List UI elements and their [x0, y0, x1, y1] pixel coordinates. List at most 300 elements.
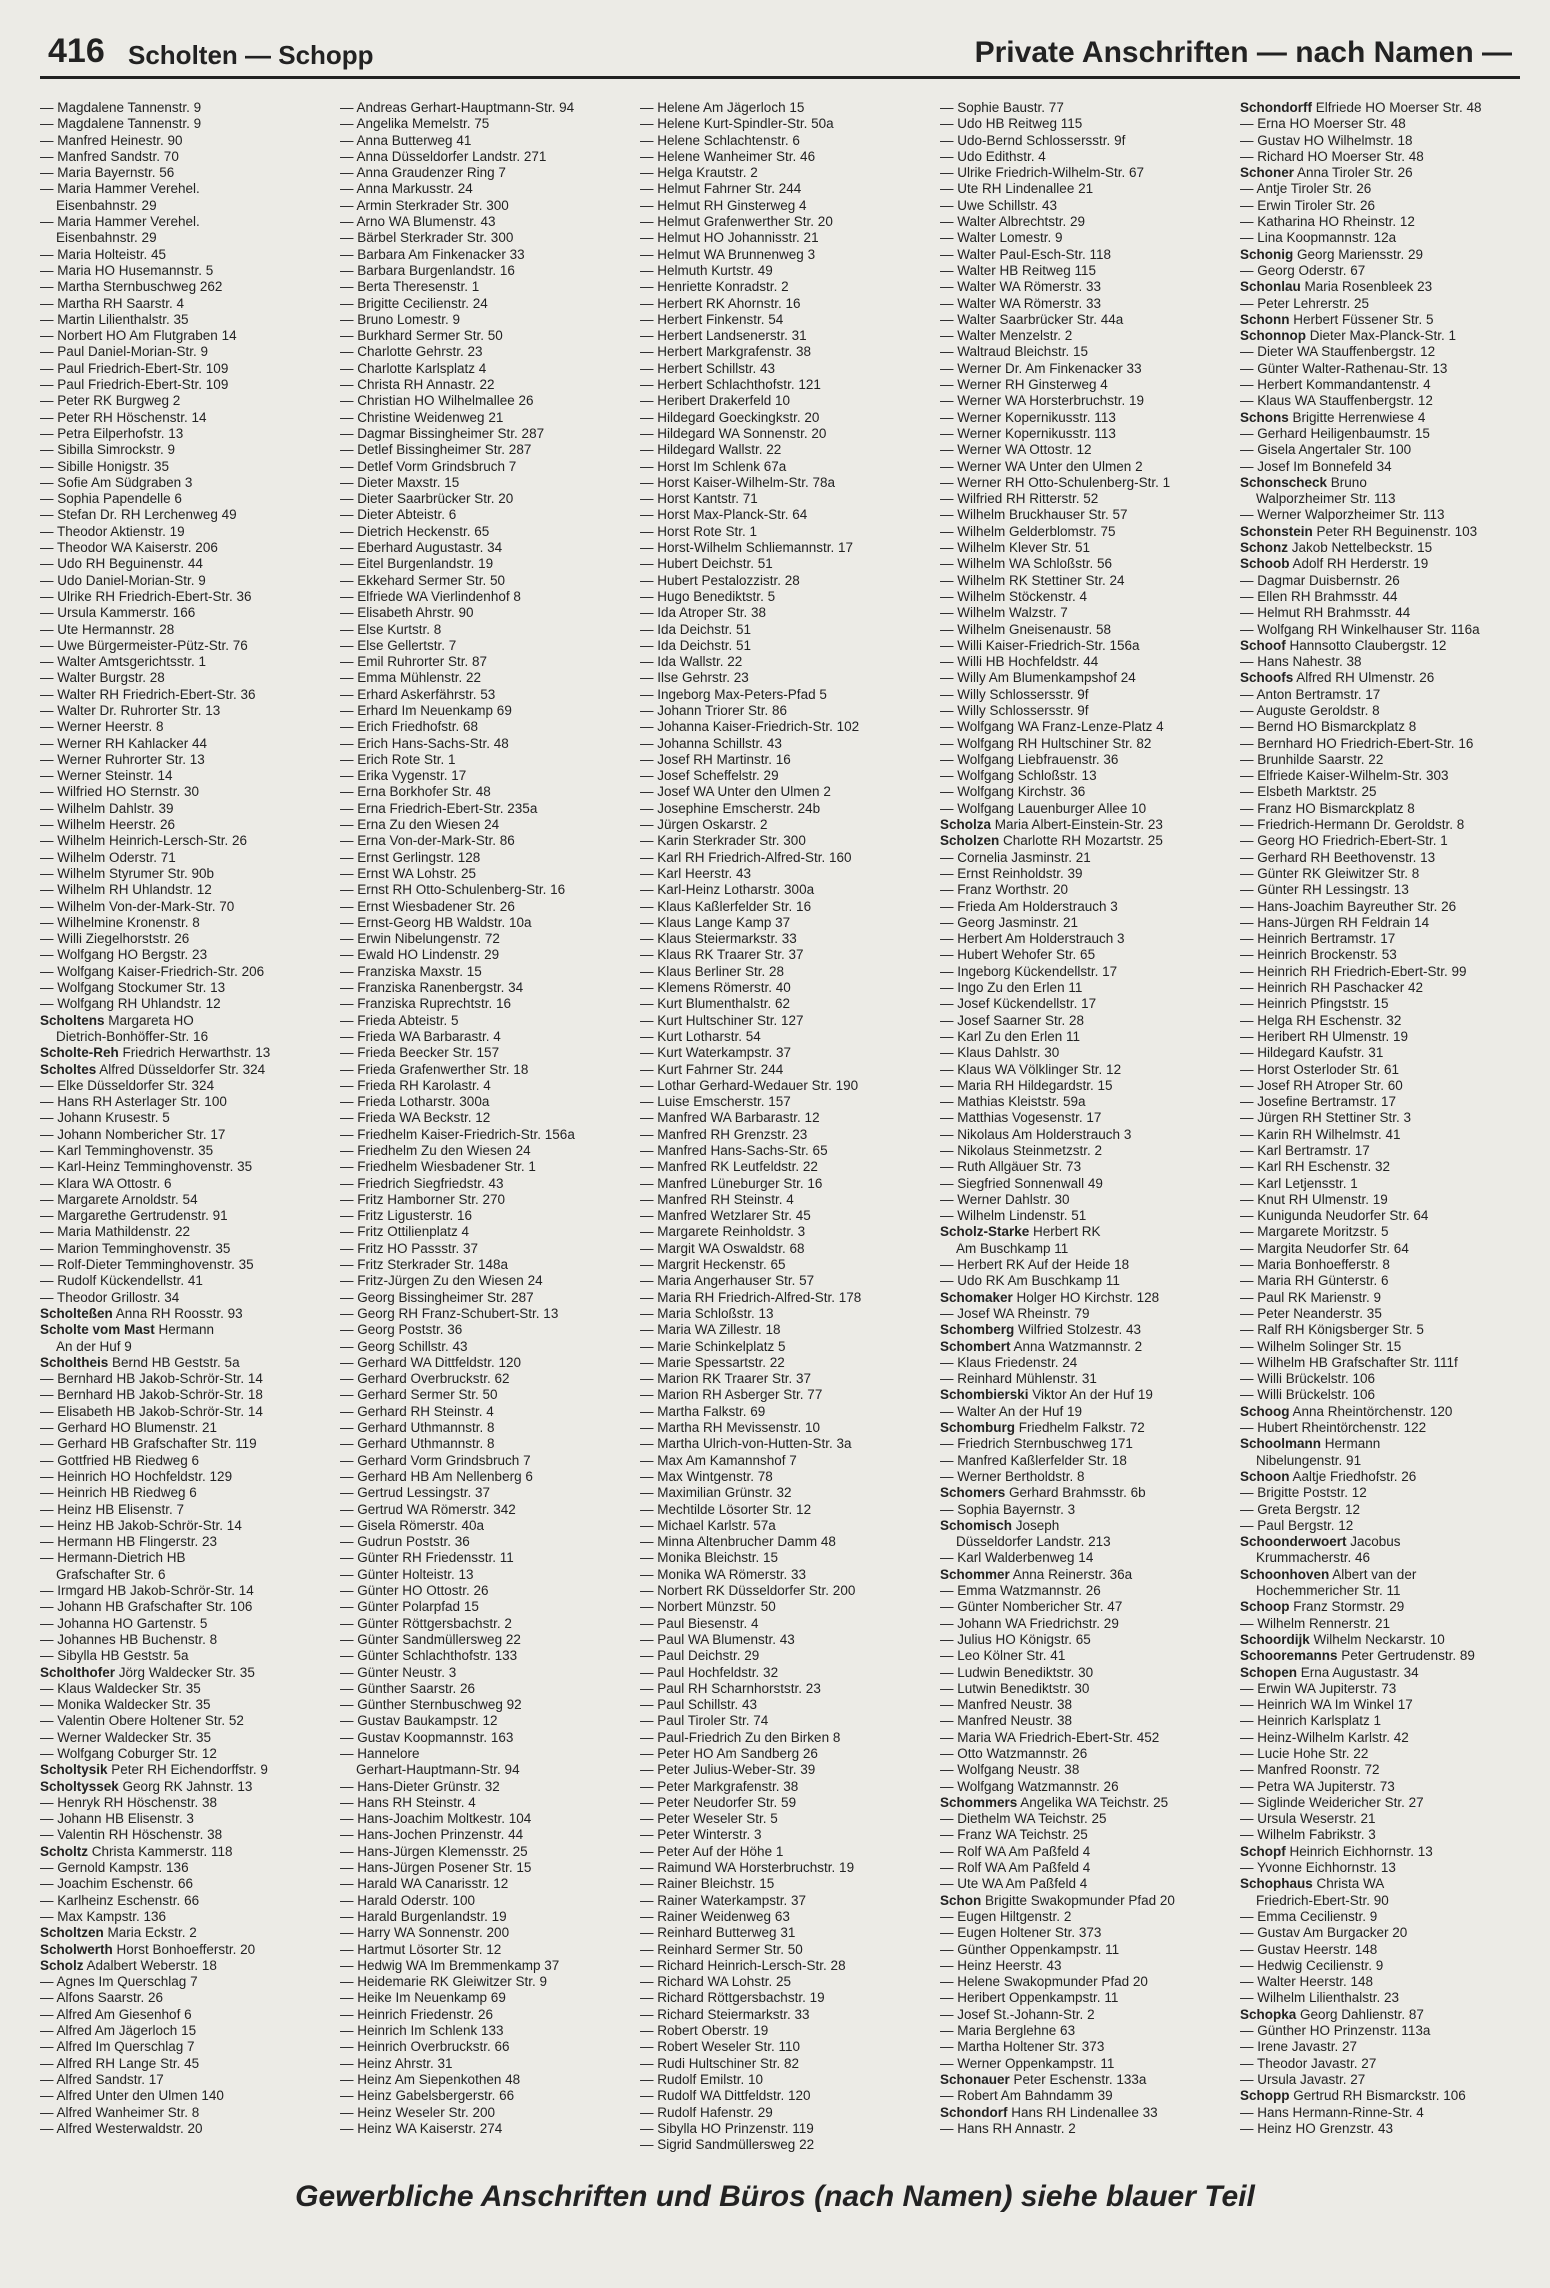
- directory-entry: — Horst Im Schlenk 67a: [640, 458, 787, 474]
- directory-entry: — Heinrich HO Hochfeldstr. 129: [40, 1468, 233, 1484]
- directory-entry: — Elisabeth HB Jakob-Schrör-Str. 14: [40, 1403, 263, 1419]
- directory-entry: — Heinrich RH Paschacker 42: [1240, 980, 1424, 996]
- directory-entry: Schombert Anna Watzmannstr. 2: [940, 1338, 1143, 1354]
- directory-entry: — Julius HO Königstr. 65: [940, 1631, 1091, 1647]
- directory-entry: — Lothar Gerhard-Wedauer Str. 190: [640, 1077, 859, 1093]
- directory-entry: — Wilhelm Klever Str. 51: [940, 540, 1091, 556]
- directory-columns: [40, 100, 1530, 2160]
- directory-entry: — Maria Schloßstr. 13: [640, 1305, 774, 1321]
- directory-entry: — Rolf-Dieter Temminghovenstr. 35: [40, 1257, 254, 1273]
- directory-entry: — Emil Ruhrorter Str. 87: [340, 654, 488, 670]
- directory-entry: — Petra Eilperhofstr. 13: [40, 425, 184, 441]
- directory-entry: — Günter Walter-Rathenau-Str. 13: [1240, 360, 1448, 376]
- directory-entry: — Helene Am Jägerloch 15: [640, 100, 805, 115]
- directory-entry: — Ralf RH Königsberger Str. 5: [1240, 1322, 1424, 1338]
- directory-entry: — Helmuth Kurtstr. 49: [640, 262, 773, 278]
- section-title: Private Anschriften — nach Namen —: [974, 36, 1512, 69]
- directory-entry: — Klemens Römerstr. 40: [640, 980, 791, 996]
- directory-entry: — Paul Schillstr. 43: [640, 1697, 758, 1713]
- directory-entry: — Sibylla HO Prinzenstr. 119: [640, 2120, 814, 2136]
- directory-entry: — Gerhard Sermer Str. 50: [340, 1387, 498, 1403]
- directory-entry: — Helga Krautstr. 2: [640, 165, 758, 181]
- directory-entry: — Willi HB Hochfeldstr. 44: [940, 654, 1099, 670]
- directory-entry: — Ulrike Friedrich-Wilhelm-Str. 67: [940, 165, 1145, 181]
- directory-entry: — Fritz-Jürgen Zu den Wiesen 24: [340, 1273, 543, 1289]
- directory-entry: — Günter Nombericher Str. 47: [940, 1599, 1123, 1615]
- directory-entry: — Josef WA Unter den Ulmen 2: [640, 784, 831, 800]
- directory-entry: — Heinrich Pfingststr. 15: [1240, 996, 1389, 1012]
- directory-entry: — Herbert Landsenerstr. 31: [640, 328, 807, 344]
- directory-entry: Dietrich-Bonhöffer-Str. 16: [56, 1028, 209, 1044]
- directory-entry: — Gottfried HB Riedweg 6: [40, 1452, 200, 1468]
- directory-entry: — Willy Schlossersstr. 9f: [940, 702, 1089, 718]
- directory-entry: — Wolfgang HO Bergstr. 23: [40, 947, 208, 963]
- directory-entry: — Max Wintgenstr. 78: [640, 1468, 773, 1484]
- directory-entry: — Karlheinz Eschenstr. 66: [40, 1892, 200, 1908]
- directory-entry: Schons Brigitte Herrenwiese 4: [1240, 409, 1426, 425]
- directory-entry: — Fritz Hamborner Str. 270: [340, 1191, 506, 1207]
- directory-entry: — Ida Deichstr. 51: [640, 637, 752, 653]
- directory-entry: — Erna HO Moerser Str. 48: [1240, 116, 1406, 132]
- directory-entry: — Marie Schinkelplatz 5: [640, 1338, 786, 1354]
- directory-entry: — Siglinde Weidericher Str. 27: [1240, 1794, 1424, 1810]
- directory-entry: — Frieda Lotharstr. 300a: [340, 1094, 490, 1110]
- directory-entry: — Walter Lomestr. 9: [940, 230, 1063, 246]
- directory-entry: — Georg Schillstr. 43: [340, 1338, 468, 1354]
- directory-entry: — Wolfgang Watzmannstr. 26: [940, 1778, 1119, 1794]
- directory-entry: — Martha RH Mevissenstr. 10: [640, 1420, 821, 1436]
- directory-entry: — Josef RH Atroper Str. 60: [1240, 1077, 1403, 1093]
- directory-entry: — Dietrich Heckenstr. 65: [340, 523, 490, 539]
- directory-entry: — Christine Weidenweg 21: [340, 409, 504, 425]
- directory-entry: — Alfons Saarstr. 26: [40, 1990, 164, 2006]
- directory-entry: — Maria RH Hildegardstr. 15: [940, 1077, 1113, 1093]
- directory-entry: — Walter WA Römerstr. 33: [940, 295, 1102, 311]
- directory-entry: — Wolfgang WA Franz-Lenze-Platz 4: [940, 719, 1164, 735]
- directory-entry: — Manfred Neustr. 38: [940, 1697, 1073, 1713]
- directory-entry: — Reinhard Mühlenstr. 31: [940, 1371, 1097, 1387]
- directory-entry: — Eitel Burgenlandstr. 19: [340, 556, 494, 572]
- directory-entry: — Georg Bissingheimer Str. 287: [340, 1289, 534, 1305]
- directory-entry: Schoog Anna Rheintörchenstr. 120: [1240, 1403, 1453, 1419]
- directory-entry: — Brigitte Cecilienstr. 24: [340, 295, 488, 311]
- directory-entry: — Karl Walderbenweg 14: [940, 1550, 1094, 1566]
- directory-entry: Schondorff Elfriede HO Moerser Str. 48: [1240, 100, 1482, 115]
- directory-entry: — Hans-Jochen Prinzenstr. 44: [340, 1827, 524, 1843]
- directory-entry: — Paul Bergstr. 12: [1240, 1517, 1354, 1533]
- directory-entry: — Georg Oderstr. 67: [1240, 262, 1366, 278]
- directory-entry: Nibelungenstr. 91: [1256, 1452, 1362, 1468]
- directory-entry: — Frieda RH Karolastr. 4: [340, 1077, 491, 1093]
- directory-entry: — Manfred RK Leutfeldstr. 22: [640, 1159, 818, 1175]
- directory-entry: — Manfred RH Grenzstr. 23: [640, 1126, 808, 1142]
- directory-entry: Schonscheck Bruno: [1240, 474, 1367, 490]
- directory-entry: — Alfred Sandstr. 17: [40, 2071, 164, 2087]
- directory-entry: — Rudolf Hafenstr. 29: [640, 2104, 773, 2120]
- directory-entry: Schoob Adolf RH Herderstr. 19: [1240, 556, 1429, 572]
- directory-entry: — Rudolf WA Dittfeldstr. 120: [640, 2088, 811, 2104]
- directory-entry: — Gerhard Heiligenbaumstr. 15: [1240, 425, 1430, 441]
- directory-entry: — Gerhard Overbruckstr. 62: [340, 1371, 510, 1387]
- directory-entry: — Paul Deichstr. 29: [640, 1648, 760, 1664]
- directory-entry: — Peter Auf der Höhe 1: [640, 1843, 784, 1859]
- directory-entry: — Ulrike RH Friedrich-Ebert-Str. 36: [40, 588, 252, 604]
- directory-entry: — Martha RH Saarstr. 4: [40, 295, 185, 311]
- directory-entry: — Gustav Baukampstr. 12: [340, 1713, 498, 1729]
- directory-entry: — Irene Javastr. 27: [1240, 2039, 1358, 2055]
- directory-entry: — Erna Borkhofer Str. 48: [340, 784, 491, 800]
- directory-entry: — Wolfgang RH Hultschiner Str. 82: [940, 735, 1152, 751]
- directory-entry: — Hans RH Steinstr. 4: [340, 1794, 476, 1810]
- directory-entry: — Paul Hochfeldstr. 32: [640, 1664, 779, 1680]
- directory-entry: Schopka Georg Dahlienstr. 87: [1240, 2006, 1424, 2022]
- directory-entry: — Anna Graudenzer Ring 7: [340, 165, 506, 181]
- directory-entry: Eisenbahnstr. 29: [56, 197, 157, 213]
- directory-entry: — Martha Falkstr. 69: [640, 1403, 766, 1419]
- directory-entry: Schopp Gertrud RH Bismarckstr. 106: [1240, 2088, 1466, 2104]
- directory-entry: — Helmut HO Johannisstr. 21: [640, 230, 819, 246]
- directory-entry: — Karl Heerstr. 43: [640, 865, 752, 881]
- directory-entry: — Willi Kaiser-Friedrich-Str. 156a: [940, 637, 1140, 653]
- directory-entry: — Wilhelm Heinrich-Lersch-Str. 26: [40, 833, 248, 849]
- directory-entry: — Walter Amtsgerichtsstr. 1: [40, 654, 207, 670]
- directory-entry: — Manfred Kaßlerfelder Str. 18: [940, 1452, 1127, 1468]
- directory-entry: Düsseldorfer Landstr. 213: [956, 1534, 1111, 1550]
- directory-entry: — Ingeborg Kückendellstr. 17: [940, 963, 1118, 979]
- directory-entry: — Wilhelm Oderstr. 71: [40, 849, 176, 865]
- directory-entry: — Wilfried RH Ritterstr. 52: [940, 491, 1099, 507]
- directory-entry: — Waltraud Bleichstr. 15: [940, 344, 1089, 360]
- directory-entry: — Werner WA Ottostr. 12: [940, 442, 1092, 458]
- directory-entry: Schomaker Holger HO Kirchstr. 128: [940, 1289, 1160, 1305]
- directory-entry: — Dagmar Duisbernstr. 26: [1240, 572, 1400, 588]
- directory-entry: — Udo Edithstr. 4: [940, 148, 1046, 164]
- directory-entry: Schoof Hannsotto Claubergstr. 12: [1240, 637, 1447, 653]
- directory-entry: — Hildegard Goeckingkstr. 20: [640, 409, 820, 425]
- directory-entry: — Wolfgang Kirchstr. 36: [940, 784, 1086, 800]
- directory-entry: — Paul RH Scharnhorststr. 23: [640, 1680, 821, 1696]
- directory-entry: Scholthofer Jörg Waldecker Str. 35: [40, 1664, 255, 1680]
- directory-entry: — Agnes Im Querschlag 7: [40, 1974, 198, 1990]
- directory-entry: — Hildegard Wallstr. 22: [640, 442, 782, 458]
- directory-entry: — Wolfgang Liebfrauenstr. 36: [940, 751, 1119, 767]
- directory-entry: — Joachim Eschenstr. 66: [40, 1876, 194, 1892]
- directory-entry: — Raimund WA Horsterbruchstr. 19: [640, 1860, 855, 1876]
- directory-entry: — Heinrich RH Friedrich-Ebert-Str. 99: [1240, 963, 1467, 979]
- directory-entry: — Walter Saarbrücker Str. 44a: [940, 311, 1124, 327]
- directory-entry: — Georg HO Friedrich-Ebert-Str. 1: [1240, 833, 1448, 849]
- directory-entry: — Horst Kantstr. 71: [640, 491, 758, 507]
- directory-entry: — Ursula Javastr. 27: [1240, 2071, 1366, 2087]
- directory-entry: — Martha Ulrich-von-Hutten-Str. 3a: [640, 1436, 852, 1452]
- directory-entry: — Maria HO Husemannstr. 5: [40, 262, 214, 278]
- directory-entry: — Gertrud Lessingstr. 37: [340, 1485, 491, 1501]
- directory-entry: Schomburg Friedhelm Falkstr. 72: [940, 1420, 1145, 1436]
- directory-entry: — Bernhard HB Jakob-Schrör-Str. 18: [40, 1387, 263, 1403]
- directory-entry: — Karl Letjensstr. 1: [1240, 1175, 1358, 1191]
- directory-entry: — Harald Oderstr. 100: [340, 1892, 476, 1908]
- directory-entry: — Reinhard Sermer Str. 50: [640, 1941, 803, 1957]
- directory-entry: — Manfred Roonstr. 72: [1240, 1762, 1380, 1778]
- directory-entry: — Manfred RH Steinstr. 4: [640, 1191, 794, 1207]
- directory-entry: — Günter RH Friedensstr. 11: [340, 1550, 514, 1566]
- directory-entry: — Margarete Moritzstr. 5: [1240, 1224, 1389, 1240]
- directory-entry: — Peter HO Am Sandberg 26: [640, 1745, 818, 1761]
- directory-entry: — Josef Kückendellstr. 17: [940, 996, 1097, 1012]
- directory-entry: — Frieda Am Holderstrauch 3: [940, 898, 1118, 914]
- directory-entry: — Rainer Weidenweg 63: [640, 1908, 790, 1924]
- directory-entry: — Greta Bergstr. 12: [1240, 1501, 1361, 1517]
- directory-entry: — Walter HB Reitweg 115: [940, 262, 1097, 278]
- directory-entry: — Erna Zu den Wiesen 24: [340, 817, 500, 833]
- directory-entry: — Sofie Am Südgraben 3: [40, 474, 193, 490]
- directory-entry: — Bruno Lomestr. 9: [340, 311, 461, 327]
- directory-entry: — Georg Jasminstr. 21: [940, 914, 1079, 930]
- directory-entry: — Richard Steiermarkstr. 33: [640, 2006, 810, 2022]
- directory-entry: — Helene Schlachtenstr. 6: [640, 132, 800, 148]
- directory-entry: — Franziska Maxstr. 15: [340, 963, 482, 979]
- directory-entry: — Erich Rote Str. 1: [340, 751, 456, 767]
- directory-entry: — Heinrich Overbruckstr. 66: [340, 2039, 510, 2055]
- directory-entry: — Walter Dr. Ruhrorter Str. 13: [40, 702, 221, 718]
- directory-entry: — Klaus Dahlstr. 30: [940, 1045, 1060, 1061]
- directory-entry: — Erwin WA Jupiterstr. 73: [1240, 1680, 1397, 1696]
- directory-entry: Schonauer Peter Eschenstr. 133a: [940, 2071, 1147, 2087]
- directory-entry: — Robert Am Bahndamm 39: [940, 2088, 1113, 2104]
- directory-entry: — Auguste Geroldstr. 8: [1240, 702, 1380, 718]
- directory-entry: Gerhart-Hauptmann-Str. 94: [356, 1762, 520, 1778]
- directory-entry: — Lina Koopmannstr. 12a: [1240, 230, 1397, 246]
- directory-entry: — Rolf WA Am Paßfeld 4: [940, 1843, 1091, 1859]
- directory-entry: — Margarete Arnoldstr. 54: [40, 1191, 198, 1207]
- directory-entry: — Diethelm WA Teichstr. 25: [940, 1811, 1107, 1827]
- directory-entry: — Heinz Gabelsbergerstr. 66: [340, 2088, 515, 2104]
- directory-entry: — Paul-Friedrich Zu den Birken 8: [640, 1729, 841, 1745]
- directory-entry: — Gertrud WA Römerstr. 342: [340, 1501, 516, 1517]
- directory-entry: — Erika Vygenstr. 17: [340, 768, 467, 784]
- directory-entry: — Helene Swakopmunder Pfad 20: [940, 1974, 1148, 1990]
- directory-entry: — Ingeborg Max-Peters-Pfad 5: [640, 686, 827, 702]
- directory-entry: — Norbert Münzstr. 50: [640, 1599, 776, 1615]
- directory-entry: — Valentin RH Höschenstr. 38: [40, 1827, 223, 1843]
- directory-entry: — Nikolaus Am Holderstrauch 3: [940, 1126, 1132, 1142]
- directory-entry: Schonlau Maria Rosenbleek 23: [1240, 279, 1433, 295]
- directory-entry: — Manfred Heinestr. 90: [40, 132, 183, 148]
- directory-entry: — Georg Poststr. 36: [340, 1322, 463, 1338]
- directory-entry: — Wolfgang RH Uhlandstr. 12: [40, 996, 221, 1012]
- directory-entry: Friedrich-Ebert-Str. 90: [1256, 1892, 1389, 1908]
- directory-entry: Schonstein Peter RH Beguinenstr. 103: [1240, 523, 1478, 539]
- directory-entry: — Emma Mühlenstr. 22: [340, 670, 482, 686]
- directory-entry: — Peter RK Burgweg 2: [40, 393, 181, 409]
- directory-entry: — Sophie Baustr. 77: [940, 100, 1064, 115]
- directory-entry: — Alfred RH Lange Str. 45: [40, 2055, 200, 2071]
- directory-entry: — Ernst RH Otto-Schulenberg-Str. 16: [340, 882, 566, 898]
- directory-entry: — Barbara Am Finkenacker 33: [340, 246, 525, 262]
- directory-entry: — Johann WA Friedrichstr. 29: [940, 1615, 1119, 1631]
- directory-entry: — Hartmut Lösorter Str. 12: [340, 1941, 502, 1957]
- directory-entry: — Walter Menzelstr. 2: [940, 328, 1073, 344]
- directory-entry: — Josef Scheffelstr. 29: [640, 768, 779, 784]
- directory-entry: — Barbara Burgenlandstr. 16: [340, 262, 515, 278]
- directory-entry: — Wilhelm Gneisenaustr. 58: [940, 621, 1112, 637]
- directory-entry: — Robert Oberstr. 19: [640, 2023, 769, 2039]
- directory-entry: Schomers Gerhard Brahmsstr. 6b: [940, 1485, 1146, 1501]
- directory-entry: — Ellen RH Brahmsstr. 44: [1240, 588, 1398, 604]
- directory-entry: Scholwerth Horst Bonhoefferstr. 20: [40, 1941, 256, 1957]
- directory-entry: — Ingo Zu den Erlen 11: [940, 980, 1083, 996]
- directory-entry: — Harald WA Canarisstr. 12: [340, 1876, 509, 1892]
- directory-entry: — Dieter WA Stauffenbergstr. 12: [1240, 344, 1436, 360]
- directory-entry: — Peter RH Höschenstr. 14: [40, 409, 207, 425]
- directory-entry: — Klara WA Ottostr. 6: [40, 1175, 172, 1191]
- directory-entry: — Friedrich-Hermann Dr. Geroldstr. 8: [1240, 817, 1465, 833]
- directory-entry: — Udo HB Reitweg 115: [940, 116, 1083, 132]
- directory-entry: — Martin Lilienthalstr. 35: [40, 311, 189, 327]
- directory-entry: — Johann HB Grafschafter Str. 106: [40, 1599, 253, 1615]
- directory-entry: — Manfred Wetzlarer Str. 45: [640, 1208, 811, 1224]
- directory-entry: — Wolfgang Schloßstr. 13: [940, 768, 1097, 784]
- directory-entry: — Heinz Heerstr. 43: [940, 1957, 1062, 1973]
- directory-entry: Hochemmericher Str. 11: [1256, 1583, 1401, 1599]
- directory-entry: — Paul Friedrich-Ebert-Str. 109: [40, 360, 229, 376]
- directory-entry: — Manfred Hans-Sachs-Str. 65: [640, 1143, 828, 1158]
- directory-entry: Schomberg Wilfried Stolzestr. 43: [940, 1322, 1142, 1338]
- directory-entry: — Walter Paul-Esch-Str. 118: [940, 246, 1112, 262]
- directory-entry: — Siegfried Sonnenwall 49: [940, 1175, 1103, 1191]
- directory-entry: — Gernold Kampstr. 136: [40, 1860, 189, 1876]
- directory-entry: Scholz Adalbert Weberstr. 18: [40, 1957, 217, 1973]
- directory-entry: — Klaus WA Völklinger Str. 12: [940, 1061, 1122, 1077]
- directory-entry: — Maximilian Grünstr. 32: [640, 1485, 792, 1501]
- directory-entry: — Maria Hammer Verehel.: [40, 181, 200, 197]
- directory-entry: — Ernst Gerlingstr. 128: [340, 849, 481, 865]
- directory-entry: — Wolfgang Stockumer Str. 13: [40, 980, 226, 996]
- directory-entry: — Hildegard WA Sonnenstr. 20: [640, 425, 827, 441]
- directory-entry: — Alfred Am Giesenhof 6: [40, 2006, 192, 2022]
- directory-entry: — Frieda Grafenwerther Str. 18: [340, 1061, 529, 1077]
- directory-entry: — Udo RK Am Buschkamp 11: [940, 1273, 1120, 1289]
- directory-entry: Scholz-Starke Herbert RK: [940, 1224, 1101, 1240]
- directory-entry: — Heinrich HB Riedweg 6: [40, 1485, 197, 1501]
- directory-entry: — Hans-Jürgen RH Feldrain 14: [1240, 914, 1430, 930]
- directory-entry: — Lutwin Benediktstr. 30: [940, 1680, 1090, 1696]
- directory-entry: — Manfred Neustr. 38: [940, 1713, 1073, 1729]
- directory-entry: — Eugen Holtener Str. 373: [940, 1925, 1102, 1941]
- directory-entry: — Ida Deichstr. 51: [640, 621, 752, 637]
- directory-entry: An der Huf 9: [56, 1338, 132, 1354]
- directory-entry: — Matthias Vogesenstr. 17: [940, 1110, 1102, 1126]
- directory-entry: — Werner Ruhrorter Str. 13: [40, 751, 205, 767]
- directory-column-3: [640, 100, 932, 2160]
- directory-entry: — Franz Worthstr. 20: [940, 882, 1069, 898]
- directory-entry: Schommers Angelika WA Teichstr. 25: [940, 1794, 1169, 1810]
- directory-entry: — Margita Neudorfer Str. 64: [1240, 1240, 1409, 1256]
- directory-entry: — Gerhard HO Blumenstr. 21: [40, 1420, 218, 1436]
- directory-entry: — Hans Nahestr. 38: [1240, 654, 1362, 670]
- directory-entry: — Helmut Grafenwerther Str. 20: [640, 214, 833, 230]
- directory-entry: Scholzen Charlotte RH Mozartstr. 25: [940, 833, 1163, 849]
- directory-entry: — Karl RH Friedrich-Alfred-Str. 160: [640, 849, 852, 865]
- directory-entry: Schoon Aaltje Friedhofstr. 26: [1240, 1468, 1417, 1484]
- directory-entry: — Bernhard HO Friedrich-Ebert-Str. 16: [1240, 735, 1474, 751]
- directory-entry: — Fritz Sterkrader Str. 148a: [340, 1257, 509, 1273]
- directory-entry: — Wolfgang Kaiser-Friedrich-Str. 206: [40, 963, 265, 979]
- directory-entry: — Martha Holtener Str. 373: [940, 2039, 1105, 2055]
- directory-entry: — Wilhelm Bruckhauser Str. 57: [940, 507, 1128, 523]
- directory-entry: Scholtes Alfred Düsseldorfer Str. 324: [40, 1061, 266, 1077]
- directory-entry: — Marion RH Asberger Str. 77: [640, 1387, 823, 1403]
- directory-entry: — Helene Kurt-Spindler-Str. 50a: [640, 116, 834, 132]
- directory-entry: — Elfriede WA Vierlindenhof 8: [340, 588, 521, 604]
- directory-entry: — Klaus RK Traarer Str. 37: [640, 947, 804, 963]
- directory-entry: — Klaus Kaßlerfelder Str. 16: [640, 898, 812, 914]
- directory-entry: — Udo RH Beguinenstr. 44: [40, 556, 203, 572]
- directory-entry: — Petra WA Jupiterstr. 73: [1240, 1778, 1395, 1794]
- directory-entry: — Heike Im Neuenkamp 69: [340, 1990, 506, 2006]
- directory-entry: — Irmgard HB Jakob-Schrör-Str. 14: [40, 1583, 254, 1599]
- directory-entry: — Maria Hammer Verehel.: [40, 214, 200, 230]
- directory-entry: — Ida Atroper Str. 38: [640, 605, 767, 621]
- directory-entry: — Gisela Angertaler Str. 100: [1240, 442, 1412, 458]
- directory-entry: — Fritz Ottilienplatz 4: [340, 1224, 470, 1240]
- directory-entry: — Arno WA Blumenstr. 43: [340, 214, 496, 230]
- directory-entry: — Fritz HO Passstr. 37: [340, 1240, 479, 1256]
- directory-entry: — Heribert RH Ulmenstr. 19: [1240, 1028, 1409, 1044]
- directory-entry: — Lucie Hohe Str. 22: [1240, 1745, 1369, 1761]
- directory-entry: — Ute RH Lindenallee 21: [940, 181, 1094, 197]
- directory-entry: — Anna Markusstr. 24: [340, 181, 473, 197]
- directory-entry: — Brigitte Poststr. 12: [1240, 1485, 1367, 1501]
- directory-entry: Walporzheimer Str. 113: [1256, 491, 1396, 507]
- directory-entry: Scholtens Margareta HO: [40, 1012, 194, 1028]
- directory-entry: — Helmut RH Brahmsstr. 44: [1240, 605, 1411, 621]
- directory-entry: — Rainer Waterkampstr. 37: [640, 1892, 807, 1908]
- directory-entry: — Alfred Westerwaldstr. 20: [40, 2120, 203, 2136]
- directory-entry: — Gustav Heerstr. 148: [1240, 1941, 1378, 1957]
- directory-entry: — Georg RH Franz-Schubert-Str. 13: [340, 1305, 559, 1321]
- directory-entry: — Paul RK Marienstr. 9: [1240, 1289, 1382, 1305]
- directory-entry: — Günther HO Prinzenstr. 113a: [1240, 2023, 1431, 2039]
- directory-entry: Scholtz Christa Kammerstr. 118: [40, 1843, 233, 1859]
- directory-entry: — Bernhard HB Jakob-Schrör-Str. 14: [40, 1371, 263, 1387]
- directory-entry: — Karin Sterkrader Str. 300: [640, 833, 806, 849]
- directory-entry: Schophaus Christa WA: [1240, 1876, 1385, 1892]
- directory-entry: Schoofs Alfred RH Ulmenstr. 26: [1240, 670, 1435, 686]
- directory-entry: — Leo Kölner Str. 41: [940, 1648, 1066, 1664]
- directory-entry: — Hans-Joachim Moltkestr. 104: [340, 1811, 532, 1827]
- directory-entry: — Otto Watzmannstr. 26: [940, 1745, 1088, 1761]
- directory-entry: — Margarethe Gertrudenstr. 91: [40, 1208, 228, 1224]
- directory-entry: — Uwe Schillstr. 43: [940, 197, 1058, 213]
- directory-entry: — Wilhelm Gelderblomstr. 75: [940, 523, 1116, 539]
- directory-entry: — Dagmar Bissingheimer Str. 287: [340, 425, 545, 441]
- directory-entry: Schoop Franz Stormstr. 29: [1240, 1599, 1405, 1615]
- directory-entry: — Günter Neustr. 3: [340, 1664, 457, 1680]
- directory-entry: — Werner RH Otto-Schulenberg-Str. 1: [940, 474, 1171, 490]
- directory-entry: — Manfred Sandstr. 70: [40, 148, 179, 164]
- directory-entry: — Walter Heerstr. 148: [1240, 1974, 1374, 1990]
- directory-entry: — Monika WA Römerstr. 33: [640, 1566, 807, 1582]
- directory-entry: — Sibilla Simrockstr. 9: [40, 442, 176, 458]
- directory-entry: — Uwe Bürgermeister-Pütz-Str. 76: [40, 637, 248, 653]
- directory-entry: — Friedrich Siegfriedstr. 43: [340, 1175, 504, 1191]
- directory-entry: — Heinz-Wilhelm Karlstr. 42: [1240, 1729, 1409, 1745]
- directory-entry: — Werner Steinstr. 14: [40, 768, 173, 784]
- directory-entry: — Gustav Koopmannstr. 163: [340, 1729, 514, 1745]
- directory-entry: — Rudolf Kückendellstr. 41: [40, 1273, 203, 1289]
- directory-entry: — Heinrich Bertramstr. 17: [1240, 931, 1396, 947]
